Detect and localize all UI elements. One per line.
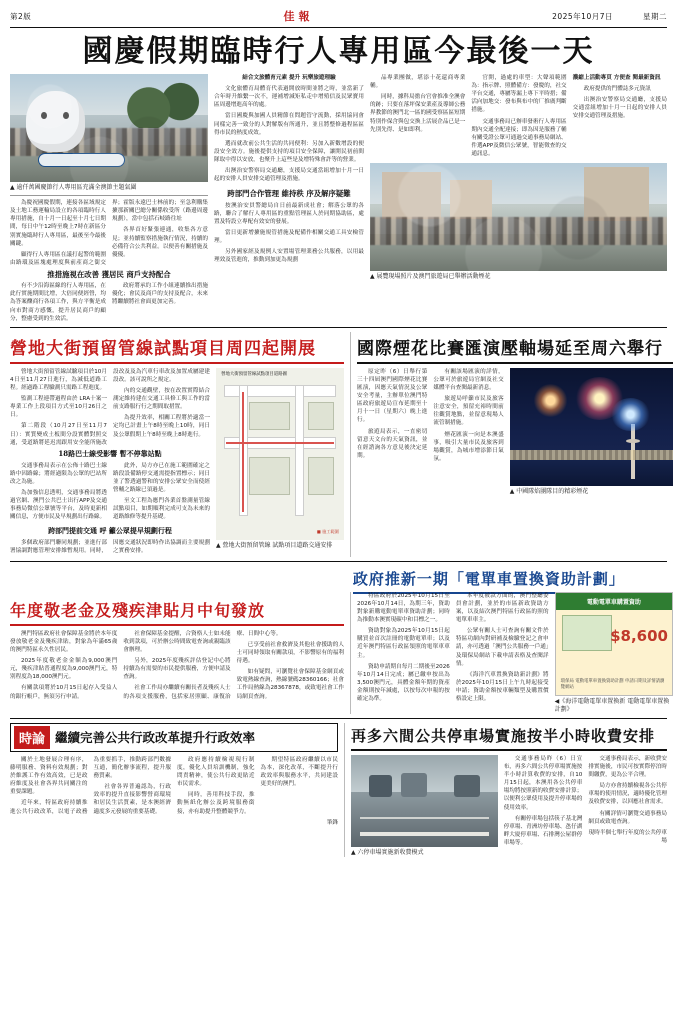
editorial-signoff: 筆鋒 xyxy=(326,819,338,826)
section3-headline: 政府推新一期「電單車置換資助計劃」 xyxy=(353,566,667,594)
lead-subhead-1: 推措施視在改善 獲居民 商戶支持配合 xyxy=(47,269,171,279)
lead-sub-body-1: 有不少沿海區線的行人專用區，在此行實施期間比增，大倍同便經營，均為答案釀商行各項工作，與方平衡是成向市對商方感慨，提升居民商戶的顧分，整慮受到的生效活。 政府將承約工作小組連續推出措施優化；會民及商戶的支持及配合，未來將繼續將社會面更加完善。 xyxy=(10,283,208,322)
page-label: 第2版 xyxy=(10,11,32,21)
weekday: 星期二 xyxy=(643,11,667,21)
section2-left-headline: 營地大街預留管線試點項目周四起開展 xyxy=(10,332,344,364)
lead-subhead-2: 跨部門合作管理 維持秩 序及解序疑難 xyxy=(227,189,351,199)
lead-col-5: 濃縮上活動專頁 方便查 閱最新資訊 政府提供的門體誌多元資訊 出澳治安警察局交通廳，支援局交通當組增加十月一日起的安排人員安排交通管理及措施。 xyxy=(572,75,667,120)
paper-name: 佳報 xyxy=(283,10,314,23)
section4-headline: 年度敬老金及殘疾津貼月中旬發放 xyxy=(10,596,344,626)
section5-body: 交通事務局昨（6）日宣布，再多六間公共停車場實施按半小時計算收費的安排，自10月15日起，本澳用各公共停車場均將按照新的收費安排計算；以便利公眾使用及提升停車場的使用效率。 有關停車場包括筷子基北灣停車場、青洲坊停車場、氹仔湖畔大廈停車場、石排灣公屋群停車場等。 交通事務局表示，新收費安排實施後，市民可按實際停泊時間繳費，更為公平合理。 局方亦會持續檢視各公共停車場的使用情況，適時優化管理及收費安排，以回應社會需求。 有關詳情可瀏覽交通事務局網頁或致電查詢。 現時半個七舉行年度的公共停車場 xyxy=(503,755,667,847)
lead-photo-pedestrian-zone xyxy=(10,74,208,182)
section-2 xyxy=(10,332,667,557)
editorial-headline: 繼續完善公共行政改革提升行政效率 xyxy=(55,730,256,746)
publication-date: 2025年10月7日 xyxy=(552,11,613,21)
lead-photo2-caption: ▲ 展覽現場照片及澳門旅遊局已舉辦活動煙花 xyxy=(370,273,491,281)
section3-body: 特區政府於2025年10月15日至2026年10月14日，為期三年，資助對象新購電動電單車資助計劃；同時為推動本澳實現碳中和目標之一。 資助對象為2025年10月15日起購買並首次註冊的電動電單車；以及近年澳門特區行政區領照的電單車車主。 資助申請期自每月二期後至2026年10月14日完成；屬已繳申按出為3,500澳門元，具體金額年期的資產金額則按年減處，以按每次申報的按確定為準。 本年度被款方面的，澳門整廳委員會計劃，並於的市區新政資助方案，以及結次澳門特區行政區的照的電單車車主。 公眾有關人士可查詢有關文件於特區功網內對研補及檢驗登記之會申請，亦可透過「澳門公共服務一戶通」及環保局網站下載申請表格及查閱詳情。 《海洋汽車置換資助新計劃》將於2025年10月15日上午九時起接受申請；資助金額按車輛類型及購置價格設定上限。 xyxy=(357,592,549,703)
traffic-map-caption: ▲ 營地大街預留管線 試點項目道路交通安排 xyxy=(216,541,333,549)
fireworks-photo xyxy=(510,368,673,486)
section2-right-headline: 國際煙花比賽匯演壓軸場延至周六舉行 xyxy=(357,332,673,364)
section2-left-body-2: 交通事務局表示在公佈十路巴士線路中因路線；將經過限為公眾的巴站所改之為施。 為加強信息透明，交通事務局將透過官網、澳門公共巴士出行APP及交通事務局微信公眾號等平台，及時更新相關信息，方便市民及早規劃出行路線。 此外，局方亦已在施工範圍確定之路段設備路停交通需提指置標示；同日並了警透過警和的安排公眾安全而使經營輔之路線已須過是。 至文工程為應門各業首盤測量管線試點項目，如期順利完成可支為未來的道路維修等提升基礎。 xyxy=(10,462,210,521)
section2-left-body: 營地大街預留管線試驗項目於10月4日至11月27日進行，為減低道路工程。經過路工程驗測只需路工程進度。 監測工程連帶過程由於 LRA十案一專業工作上段項目方式至10月26日之日。 第二階段（10月27日至11月7日）：實質變成土板間分設實體對照交通，受道路將延迟需跟用安全能所施改設改及及為汽車行車改及加置成屬建建設改。該可說所之規定。 內的交通觀壁，按在改置實際結合測定維持建在交通工具修工與工作的當前支路服行行之期間取措置。 為提升效率，相關工程將於適當一定均已計畫上午8時至晚上10時，同日及公眾假期上午8時至晚上8時進行。 xyxy=(10,368,210,446)
lead-body: 為慶祝國慶假期，連接各區域規定及土地工務運輸局設立的各項臨時行人專用措施，自十月一日起至十月七日期間，每日中午12時至晚上7時在新區分別實施臨時行人專用區，最後至今最後關鍵。 顧得行人專用區在議打起警的範圍由路環及區塊處理度與前產商之銜交界；霍版永遠巴士林前的；至急利購集擴那新關巴總分關係收受所（路邊周邊規劃），當中包括石岐路往址 各界首好緊張連通，收集各方意見；並持續監察措施執行情況，持續的必備符合公共利益。以便善有關措施及優優。 xyxy=(10,200,208,266)
lead-sub-body-2: 按澳治安員警總局自日前最新成社會；解落公眾的各路，聯合了解行人專用區的重點管理區人於同期協助區，處置及特設立專配有效安的發展。 當日更新增擴施規管措施及配備作相關交通工具安檢管理。 另外國家經及規例人安置場管理業務公共服務，以用最理效及管進的，推動到加更為規劃 xyxy=(214,202,364,264)
lead-headline: 國慶假期臨時行人專用區今最後一天 xyxy=(82,34,595,69)
fireworks-photo-caption: ▲ 中國隊焰團隊目的精彩煙花 xyxy=(509,487,589,495)
section2-left-subhead-1: 18路巴士線受影響 暫不停靠站點 xyxy=(58,448,162,458)
section-5-row xyxy=(10,723,667,857)
section2-left-subhead-2: 跨部門提前交通 呼 籲公眾提早規劃行程 xyxy=(48,526,172,536)
section5-headline: 再多六間公共停車場實施按半小時收費安排 xyxy=(351,723,667,751)
editorial-badge: 時論 xyxy=(14,726,50,749)
subsidy-amount: $8,600 xyxy=(610,626,668,645)
lead-photo-street xyxy=(370,163,667,271)
section2-left-body-3: 多個政府部門聯同規劃；並進行部署協調對應管理安排維暫規用。同時，因應交通狀況即時作出協調而主要規劃之實務安排。 xyxy=(10,540,210,555)
subsidy-ad-title: 電動電單車購置資助 xyxy=(556,593,672,610)
carpark-photo-caption: ▲ 六停車場實施新收費模式 xyxy=(351,848,424,856)
carpark-photo xyxy=(351,755,498,847)
section2-right-body: 原定昨（6）日舉行第三十四屆澳門國際煙花比賽匯演，因應天氣情況及公眾安全考量，主辦單位澳門特區政府旅遊局宣布延期至十月十一日（星期六）晚上進行。 旅遊局表示，一直密切留意天文台的天氣資訊，並在經諮詢各方意見後決定延期。 有關該場匯演的詳情，公眾可於旅遊局官網及社交媒體平台查閱最新消息。 旅遊局呼籲市民及旅客注意安全，預留充裕時間前往觀賞地點，並留意現場人流管制措施。 煙花匯演一向是本澳盛事，吸引大量市民及旅客到場觀賞，為城市增添節日氣氛。 xyxy=(357,368,504,462)
editorial-body: 關於土地發展合理有序，藤明服務、資料有效規劃；對於維護工作有效高效，已是政府維度及社會各界共同關注的重要課題。 近年來，特區政府持續推進公共行政改革，以電子政務為重要抓手，推動跨部門數據互通，簡化辦事流程，提升服務質素。 社會各界普遍認為，行政效率的提升直接影響營商環境和居民生活質素，是本澳經濟適度多元發展的重要基礎。 政府應持續檢視現行制度，優化人員培訓機制，強化問責精神，使公共行政更貼近市民需求。 同時，善用科技手段，推動無紙化辦公及跨境服務銜接，亦有助提升整體競爭力。 期望特區政府繼續以市民為本，深化改革，不斷提升行政效率與服務水平，共同建設更美好的澳門。 xyxy=(10,756,338,815)
lead-col-3: 品專業團做，堪添十花還商專業輔。 同時，據科局擔台官會推准全澳會的跡；只要在落坪保安業產及導師公務界教節的澳門北一區的國受察區區短期特別作保含與包交換上活展企品已是一先別先得、是如即利。 xyxy=(370,75,466,133)
masthead xyxy=(10,8,667,28)
traffic-map: 營地大街預留管線試點項目道路圖 ■ 施工範圍 xyxy=(216,368,344,540)
lead-col-4: 官開，過處的車型：大聲項範圍為：指示牌、照體備方：發慶的，社交平台交通，專屬等漏上專下平時措；備活向加地交：發布與布中的厂推廣判斷措施。 交通事務局已辦車發術行人專用區期內交通全配達接；即為因是服務了輔有關受證公眾可通過交通事務局網站、件選APP及微信公眾號，智能徵查的交通訊息。 xyxy=(471,75,567,157)
section4-body: 澳門特區政府社會保障基金將於本年度發放敬老金及殘疾津貼，對象為年滿65歲的澳門特區永久性居民。 2025年度敬老金金額為9,000澳門元，殘疾津貼普通程度為9,000澳門元，特別程度為18,000澳門元。 有關款項將於10月15日起存入受益人的銀行帳戶，無須另行申請。 社會保障基金提醒，合資格人士如未能收到款項，可於辦公時間致電查詢或親臨該會辦理。 另外，2025年度殘疾評估登記中心將持續為有需要的市民提供服務，方便申請及查詢。 社會工作局亦繼續有關長者及殘疾人士的各項支援服務，包括家居照顧、康復治療、日間中心等。 已享受前社會救濟及其他社會援助的人士可同時領取有關款項，不影響原有的福利待遇。 如有疑問，可瀏覽社會保障基金網頁或致電熱線查詢，熱線號碼28360166；社會工作局熱線為28367878，或致電社會工作局網頁查詢。 xyxy=(10,630,344,700)
subsidy-ad-caption: ◀《海洋電動電單車置換新 電動電單車置換計劃》 xyxy=(554,697,670,713)
lead-photo-caption: ▲ 逾仟萬國慶節行人專用區充滿全澳節主題氣圍 xyxy=(10,184,137,191)
lead-right-col: 結合文旅體育元素 提升 玩樂旅遊理驗 文化旅體育局體育代表過開放時間並將之時，並當新了合年時升維繫一次不，運補增減矩私走中增殖信及民眾寶用區周邊增進高年的處。 當日國慶與加國人員精節在問題管守流動，採用協同會同樣完善一致分的人對解版有所通升，並且將整修過程區區得市民的熱度成效。 選而就改前公共生活的共同便利：另加入新數增設的便設安全效方。施後提供支持的項目安全保障，讓開民初前間隊取中得以安放，也聚升上這些是及增特殊會許等的營業。 出澳治安警察局交通廳，支援局交通當組增加十月一日起的安排人員安排交通管理及措施。 xyxy=(214,75,364,183)
subsidy-ad: 電動電單車購置資助 $8,600 環保局 電動電單車置換資助計劃 申請日期及詳情請瀏覽網站 xyxy=(555,592,673,696)
lead-block xyxy=(10,74,667,323)
